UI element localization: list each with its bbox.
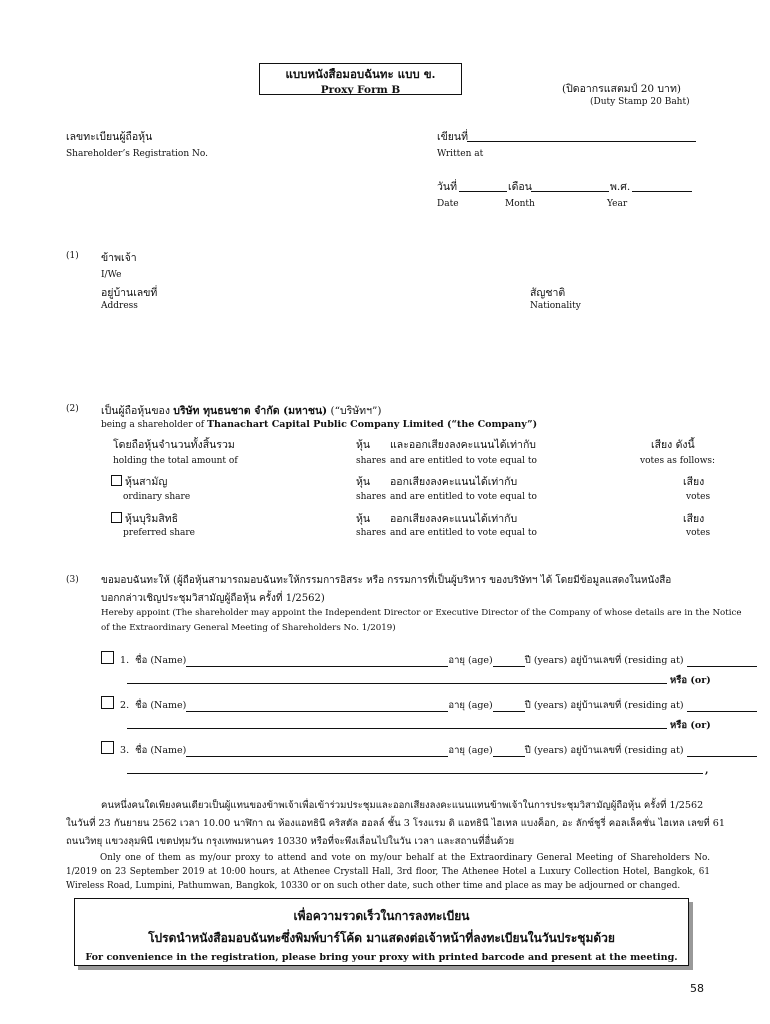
total-shares-label-th: โดยถือหุ้นจำนวนทั้งสิ้นรวม bbox=[113, 439, 235, 451]
ordinary-votes-unit-th: เสียง bbox=[683, 476, 705, 488]
total-shares-unit-th: หุ้น bbox=[356, 439, 371, 451]
total-votes-unit-th: เสียง ดังนี้ bbox=[651, 439, 695, 451]
total-shares-unit-en: shares bbox=[356, 456, 387, 466]
preferred-shares-unit-th: หุ้น bbox=[356, 513, 371, 525]
proxy-1-checkbox[interactable] bbox=[101, 651, 114, 664]
proxy-paragraph-en: Only one of them as my/our proxy to attend and vote on my/our behalf at the Extraordinary General Meeting of Shareholders No. 1/2019 on 23 September 2019 at 10:00 hours, at Athenee Crystall Hall, 3rd floor, The Athenee Hotel a Luxury Collection Hotel, Bangkok, 61 Wireless Road, Lumpini, Pathumwan, Bangkok, 10330 or on such other date, such other time and place as may be adjourned or changed. bbox=[66, 853, 710, 891]
proxy-1-address-field[interactable] bbox=[687, 655, 757, 667]
ordinary-shares-unit-en: shares bbox=[356, 492, 387, 502]
preferred-share-label-en: preferred share bbox=[123, 528, 196, 538]
year-label-th: พ.ศ. bbox=[610, 181, 631, 193]
appoint-text-th-2: บอกกล่าวเชิญประชุมวิสามัญผู้ถือหุ้น ครั้งที่ 1/2562) bbox=[101, 593, 325, 604]
registration-label-th: เลขทะเบียนผู้ถือหุ้น bbox=[66, 131, 153, 143]
stamp-label-en: (Duty Stamp 20 Baht) bbox=[590, 97, 690, 107]
month-field[interactable] bbox=[531, 180, 609, 192]
proxy-2-address-field[interactable] bbox=[687, 700, 757, 712]
ordinary-share-option[interactable]: หุ้นสามัญ bbox=[111, 473, 167, 490]
proxy-1-name-field[interactable] bbox=[186, 655, 448, 667]
proxy-2-checkbox[interactable] bbox=[101, 696, 114, 709]
date-label-en: Date bbox=[437, 199, 459, 209]
month-label-th: เดือน bbox=[508, 181, 532, 193]
form-title-th: แบบหนังสือมอบฉันทะ แบบ ข. bbox=[285, 67, 436, 81]
appoint-text-th-1: ขอมอบฉันทะให้ (ผู้ถือหุ้นสามารถมอบฉันทะให้กรรมการอิสระ หรือ กรรมการที่เป็นผู้บริหาร ของบริษัทฯ ได้ โดยมีข้อมูลแสดงในหนังสือ bbox=[101, 575, 672, 586]
stamp-label-th: (ปิดอากรแสตมป์ 20 บาท) bbox=[562, 83, 681, 95]
proxy-3-address-line-2[interactable] bbox=[127, 762, 703, 774]
proxy-1-or: หรือ (or) bbox=[670, 675, 711, 686]
proxy-paragraph-th-3: ถนนวิทยุ แขวงลุมพินี เขตปทุมวัน กรุงเทพมหานคร 10330 หรือที่จะพึงเลื่อนไปในวัน เวลา และสถานที่อื่นด้วย bbox=[66, 836, 515, 847]
proxy-3-checkbox[interactable] bbox=[101, 741, 114, 754]
notice-line-3: For convenience in the registration, please bring your proxy with printed barcode and present at the meeting. bbox=[85, 952, 678, 963]
total-shares-label-en: holding the total amount of bbox=[113, 456, 238, 466]
form-title-box bbox=[259, 63, 462, 95]
appoint-text-en-1: Hereby appoint (The shareholder may appoint the Independent Director or Executive Director of the Company of whose details are in the Notice bbox=[101, 608, 742, 618]
appoint-text-en-2: of the Extraordinary General Meeting of Shareholders No. 1/2019) bbox=[101, 623, 396, 633]
written-at-label-th: เขียนที่ bbox=[437, 131, 469, 143]
preferred-votes-unit-th: เสียง bbox=[683, 513, 705, 525]
section1-number: (1) bbox=[66, 251, 79, 261]
proxy-3-age-field[interactable] bbox=[493, 745, 525, 757]
proxy-3-end: , bbox=[705, 765, 709, 776]
address-label-th: อยู่บ้านเลขที่ bbox=[101, 287, 158, 299]
total-votes-unit-en: votes as follows: bbox=[640, 456, 716, 466]
ordinary-share-label-en: ordinary share bbox=[123, 492, 191, 502]
registration-notice-box bbox=[74, 898, 689, 966]
proxy-3-address-field[interactable] bbox=[687, 745, 757, 757]
preferred-share-option[interactable]: หุ้นบุริมสิทธิ bbox=[111, 510, 178, 527]
registration-label-en: Shareholder’s Registration No. bbox=[66, 149, 208, 159]
proxy-2-or: หรือ (or) bbox=[670, 720, 711, 731]
written-at-field[interactable] bbox=[467, 130, 696, 142]
notice-line-1: เพื่อความรวดเร็วในการลงทะเบียน bbox=[293, 909, 470, 923]
form-title-en: Proxy Form B bbox=[320, 84, 401, 96]
proxy-2-row: 2. ชื่อ (Name) อายุ (age) ปี (years) อยู่บ้านเลขที่ (residing at) bbox=[101, 696, 757, 713]
nationality-label-th: สัญชาติ bbox=[530, 287, 566, 299]
proxy-3-name-field[interactable] bbox=[186, 745, 448, 757]
notice-line-2: โปรดนำหนังสือมอบฉันทะซึ่งพิมพ์บาร์โค้ด มาแสดงต่อเจ้าหน้าที่ลงทะเบียนในวันประชุมด้วย bbox=[148, 931, 615, 945]
month-label-en: Month bbox=[505, 199, 535, 209]
page-number: 58 bbox=[690, 982, 704, 995]
ordinary-shares-unit-th: หุ้น bbox=[356, 476, 371, 488]
proxy-1-age-field[interactable] bbox=[493, 655, 525, 667]
ordinary-share-checkbox[interactable] bbox=[111, 475, 122, 486]
preferred-share-checkbox[interactable] bbox=[111, 512, 122, 523]
year-label-en: Year bbox=[607, 199, 628, 209]
section3-number: (3) bbox=[66, 575, 79, 585]
total-vote-label-en: and are entitled to vote equal to bbox=[390, 456, 537, 466]
ordinary-vote-label-th: ออกเสียงลงคะแนนได้เท่ากับ bbox=[390, 476, 518, 488]
proxy-3-row: 3. ชื่อ (Name) อายุ (age) ปี (years) อยู่บ้านเลขที่ (residing at) bbox=[101, 741, 757, 758]
ordinary-votes-unit-en: votes bbox=[686, 492, 711, 502]
year-field[interactable] bbox=[632, 180, 692, 192]
iwe-label-th: ข้าพเจ้า bbox=[101, 252, 137, 264]
section2-number: (2) bbox=[66, 404, 79, 414]
written-at-label-en: Written at bbox=[437, 149, 484, 159]
iwe-label-en: I/We bbox=[101, 270, 122, 280]
proxy-1-address-line-2[interactable] bbox=[127, 672, 667, 684]
proxy-paragraph-th-1: คนหนึ่งคนใดเพียงคนเดียวเป็นผู้แทนของข้าพเจ้าเพื่อเข้าร่วมประชุมและออกเสียงลงคะแนนแทนข้าพเจ้าในการประชุมวิสามัญผู้ถือหุ้น ครั้งที่ 1/2562 bbox=[101, 800, 704, 811]
ordinary-vote-label-en: and are entitled to vote equal to bbox=[390, 492, 537, 502]
total-vote-label-th: และออกเสียงลงคะแนนได้เท่ากับ bbox=[390, 439, 536, 451]
proxy-2-age-field[interactable] bbox=[493, 700, 525, 712]
preferred-votes-unit-en: votes bbox=[686, 528, 711, 538]
nationality-label-en: Nationality bbox=[530, 301, 581, 311]
proxy-paragraph-th-2: ในวันที่ 23 กันยายน 2562 เวลา 10.00 นาฬิกา ณ ห้องแอทธินี คริสตัล ฮอลล์ ชั้น 3 โรงแรม ดิ แอทธินี ไฮเทล แบงค็อก, อะ ลักซ์ชูรี่ คอลเล็คชั่น ไฮเทล เลขที่ 61 bbox=[66, 818, 725, 829]
preferred-vote-label-en: and are entitled to vote equal to bbox=[390, 528, 537, 538]
preferred-shares-unit-en: shares bbox=[356, 528, 387, 538]
date-field[interactable] bbox=[459, 180, 507, 192]
address-label-en: Address bbox=[101, 301, 138, 311]
proxy-2-address-line-2[interactable] bbox=[127, 717, 667, 729]
shareholder-of-th: เป็นผู้ถือหุ้นของ บริษัท ทุนธนชาต จำกัด (มหาชน) (“บริษัทฯ”) bbox=[101, 405, 382, 417]
proxy-1-row: 1. ชื่อ (Name) อายุ (age) ปี (years) อยู่บ้านเลขที่ (residing at) bbox=[101, 651, 757, 668]
date-label-th: วันที่ bbox=[437, 181, 457, 193]
preferred-vote-label-th: ออกเสียงลงคะแนนได้เท่ากับ bbox=[390, 513, 518, 525]
shareholder-of-en: being a shareholder of Thanachart Capital Public Company Limited (“the Company”) bbox=[101, 419, 538, 430]
proxy-2-name-field[interactable] bbox=[186, 700, 448, 712]
